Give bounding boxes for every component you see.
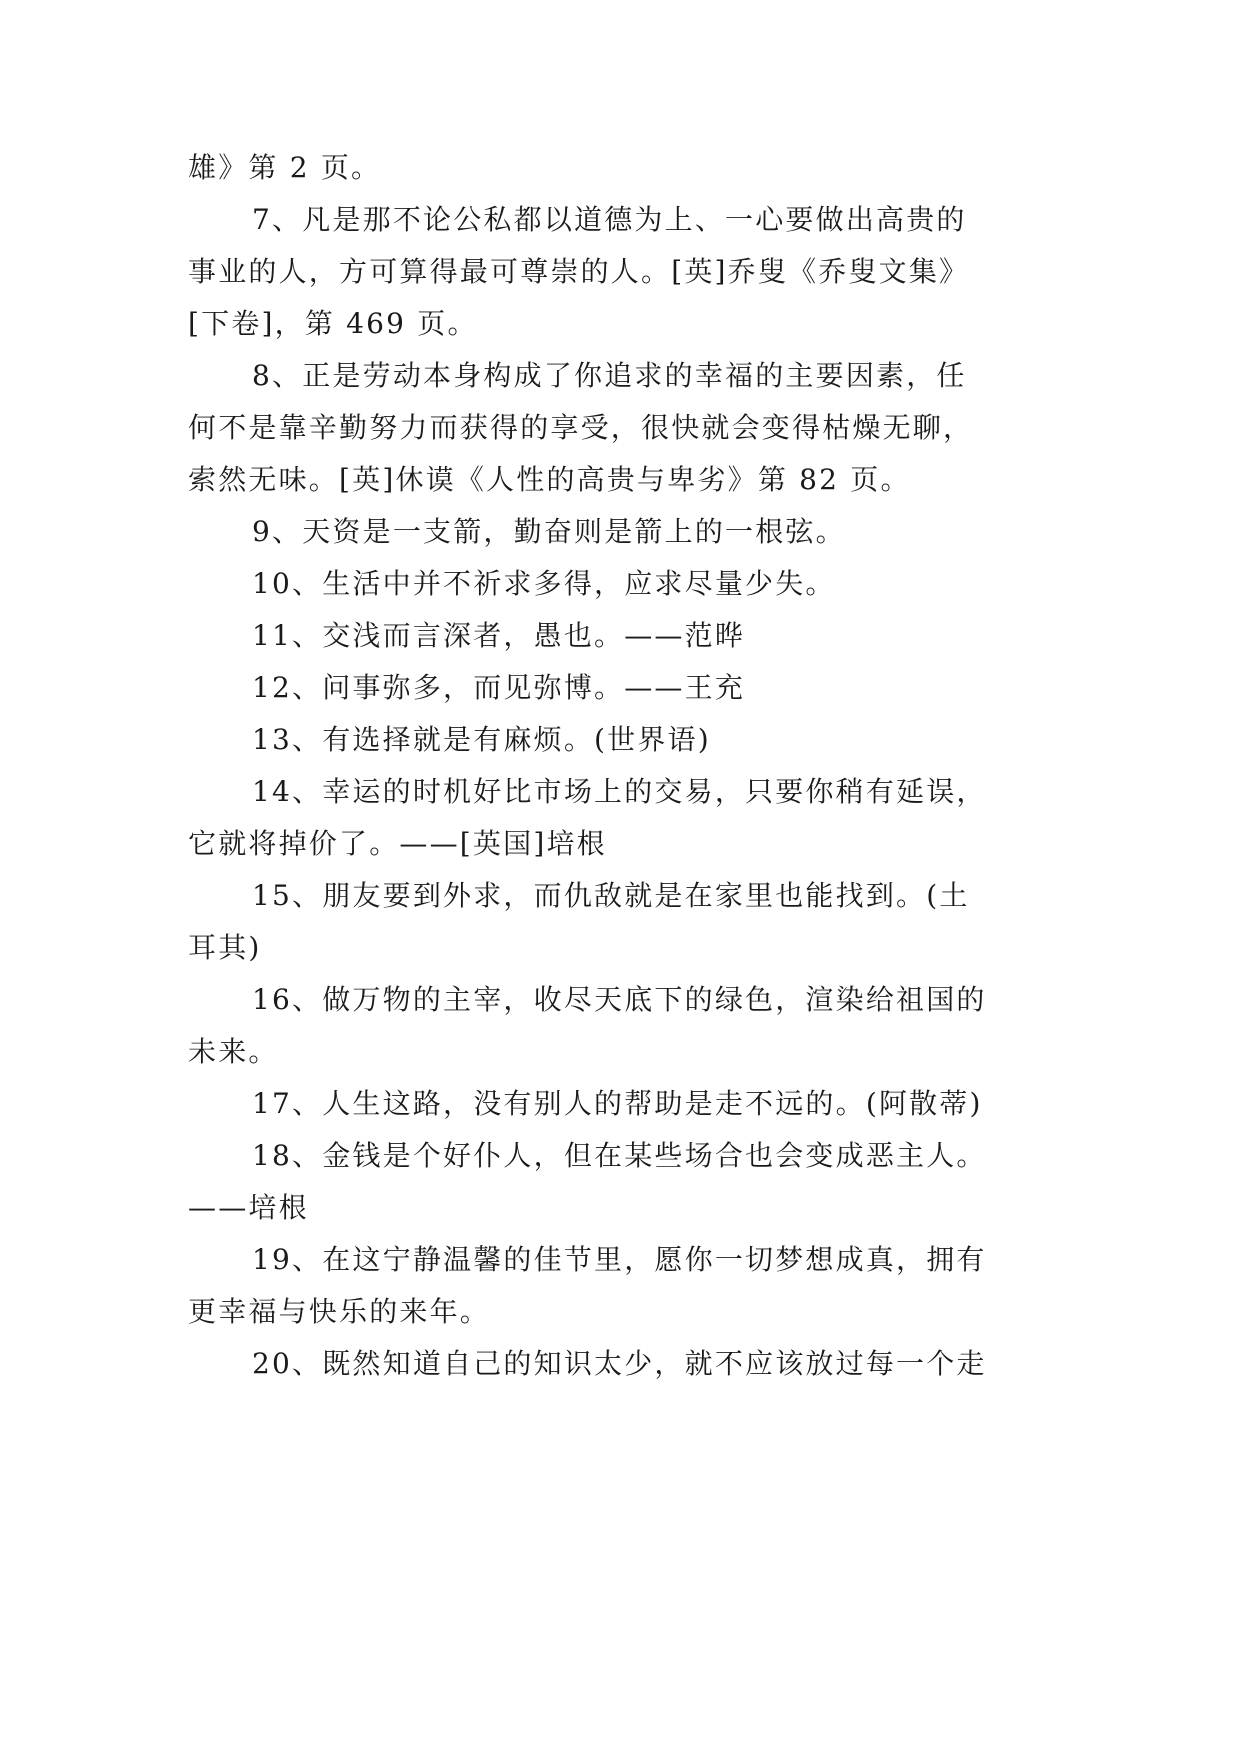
quote-7-line: 7、凡是那不论公私都以道德为上、一心要做出高贵的 [252, 203, 967, 236]
quote-9-line: 9、天资是一支箭，勤奋则是箭上的一根弦。 [252, 515, 846, 548]
text-line: 雄》第 2 页。 [188, 151, 382, 184]
quote-17-line: 17、人生这路，没有别人的帮助是走不远的。(阿散蒂) [252, 1087, 983, 1120]
quote-16-line: 未来。 [188, 1035, 279, 1068]
quote-18-line: 18、金钱是个好仆人，但在某些场合也会变成恶主人。 [252, 1139, 987, 1172]
quote-19-line: 更幸福与快乐的来年。 [188, 1295, 491, 1328]
quote-14-line: 14、幸运的时机好比市场上的交易，只要你稍有延误， [252, 775, 987, 808]
quote-7-line: [下卷]，第 469 页。 [188, 307, 478, 340]
quote-13-line: 13、有选择就是有麻烦。(世界语) [252, 723, 711, 756]
quote-15-line: 耳其) [188, 931, 262, 964]
quote-11-line: 11、交浅而言深者，愚也。——范晔 [252, 619, 746, 652]
quote-14-line: 它就将掉价了。——[英国]培根 [188, 827, 607, 860]
quote-8-line: 8、正是劳动本身构成了你追求的幸福的主要因素，任 [252, 359, 967, 392]
quote-8-line: 何不是靠辛勤努力而获得的享受，很快就会变得枯燥无聊， [188, 411, 974, 444]
quote-18-line: ——培根 [188, 1191, 309, 1224]
quote-19-line: 19、在这宁静温馨的佳节里，愿你一切梦想成真，拥有 [252, 1243, 987, 1276]
quote-10-line: 10、生活中并不祈求多得，应求尽量少失。 [252, 567, 836, 600]
quote-16-line: 16、做万物的主宰，收尽天底下的绿色，渲染给祖国的 [252, 983, 987, 1016]
quote-7-line: 事业的人，方可算得最可尊崇的人。[英]乔叟《乔叟文集》 [188, 255, 970, 288]
quote-15-line: 15、朋友要到外求，而仇敌就是在家里也能找到。(土 [252, 879, 970, 912]
quote-12-line: 12、问事弥多，而见弥博。——王充 [252, 671, 746, 704]
quote-8-line: 索然无味。[英]休谟《人性的高贵与卑劣》第 82 页。 [188, 463, 911, 496]
quote-20-line: 20、既然知道自己的知识太少，就不应该放过每一个走 [252, 1347, 987, 1380]
